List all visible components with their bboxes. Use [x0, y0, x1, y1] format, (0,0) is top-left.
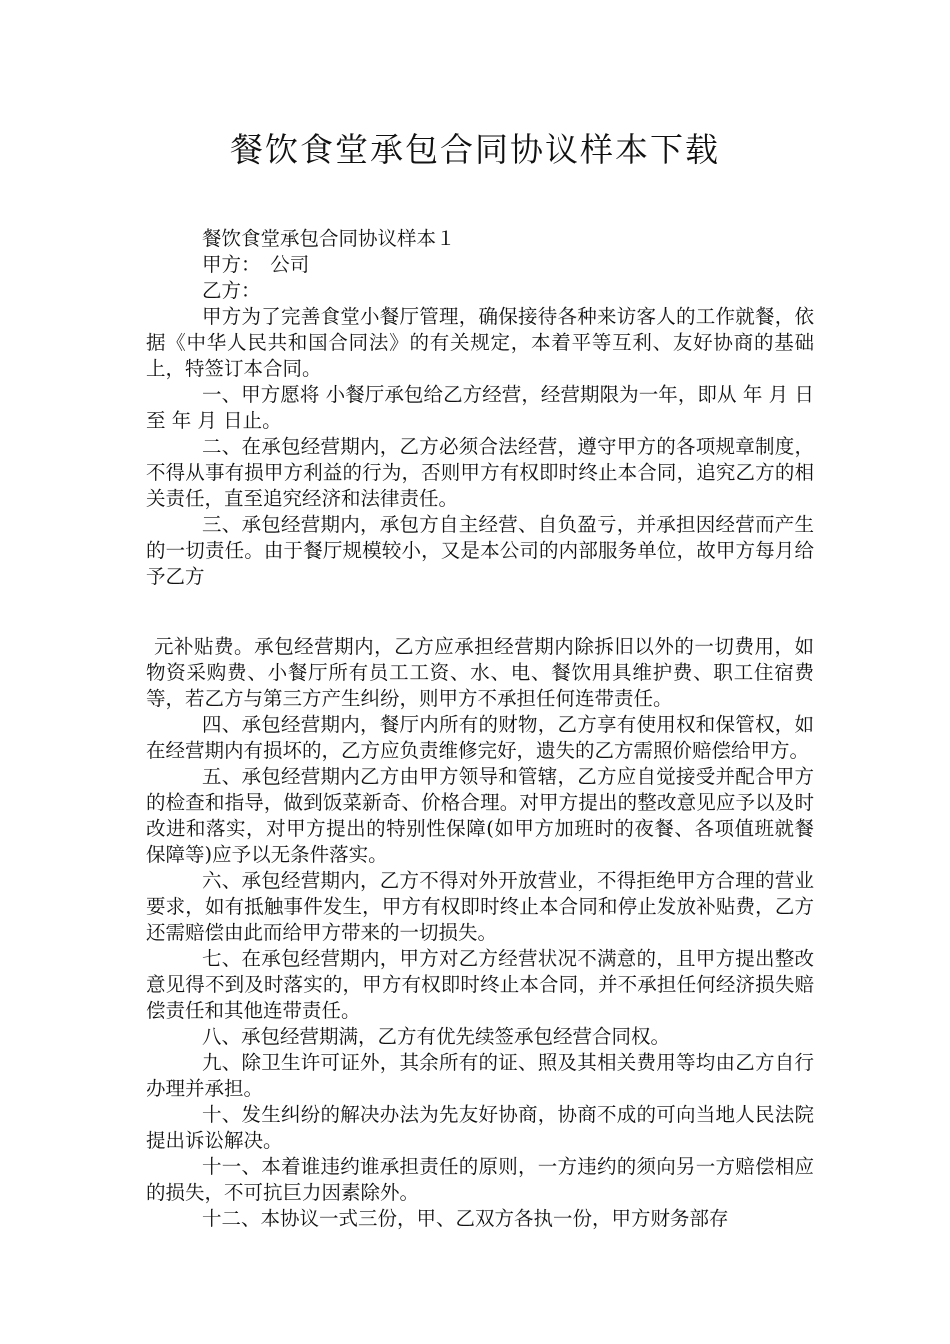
paragraph-clause-8: 八、承包经营期满，乙方有优先续签承包经营合同权。	[202, 1025, 671, 1048]
paragraph-clause-6: 六、承包经营期内，乙方不得对外开放营业，不得拒绝甲方合理的营业要求，如有抵触事件发生，甲方有权即时终止本合同和停止发放补贴费，乙方还需赔偿由此而给甲方带来的一切损失。	[146, 869, 814, 944]
paragraph-clause-7: 七、在承包经营期内，甲方对乙方经营状况不满意的，且甲方提出整改意见得不到及时落实的，甲方有权即时终止本合同，并不承担任何经济损失赔偿责任和其他连带责任。	[146, 947, 814, 1022]
paragraph-clause-1: 一、甲方愿将 小餐厅承包给乙方经营，经营期限为一年，即从 年 月 日至 年 月 日止。	[146, 383, 814, 432]
paragraph-party-a: 甲方： 公司	[202, 253, 310, 276]
paragraph-clause-10: 十、发生纠纷的解决办法为先友好协商，协商不成的可向当地人民法院提出诉讼解决。	[146, 1103, 814, 1152]
paragraph-clause-4: 四、承包经营期内，餐厅内所有的财物，乙方享有使用权和保管权，如在经营期内有损坏的，乙方应负责维修完好，遗失的乙方需照价赔偿给甲方。	[146, 713, 814, 762]
paragraph-clause-3-continued: 元补贴费。承包经营期内，乙方应承担经营期内除拆旧以外的一切费用，如物资采购费、小餐厅所有员工工资、水、电、餐饮用具维护费、职工住宿费等，若乙方与第三方产生纠纷，则甲方不承担任何连带责任。	[146, 635, 814, 710]
paragraph-clause-9: 九、除卫生许可证外，其余所有的证、照及其相关费用等均由乙方自行办理并承担。	[146, 1051, 814, 1100]
paragraph-clause-5: 五、承包经营期内乙方由甲方领导和管辖，乙方应自觉接受并配合甲方的检查和指导，做到饭菜新奇、价格合理。对甲方提出的整改意见应予以及时改进和落实，对甲方提出的特别性保障(如甲方加班时的夜餐、各项值班就餐保障等)应予以无条件落实。	[146, 765, 814, 866]
paragraph-preamble: 甲方为了完善食堂小餐厅管理，确保接待各种来访客人的工作就餐，依据《中华人民共和国合同法》的有关规定，本着平等互利、友好协商的基础上，特签订本合同。	[146, 305, 814, 380]
paragraph-clause-12: 十二、本协议一式三份，甲、乙双方各执一份，甲方财务部存	[202, 1207, 729, 1230]
document-body	[146, 226, 814, 1232]
paragraph-clause-2: 二、在承包经营期内，乙方必须合法经营，遵守甲方的各项规章制度，不得从事有损甲方利益的行为，否则甲方有权即时终止本合同，追究乙方的相关责任，直至追究经济和法律责任。	[146, 435, 814, 510]
paragraph-party-b: 乙方：	[202, 279, 261, 302]
paragraph-clause-11: 十一、本着谁违约谁承担责任的原则，一方违约的须向另一方赔偿相应的损失，不可抗巨力因素除外。	[146, 1155, 814, 1204]
paragraph-clause-3: 三、承包经营期内，承包方自主经营、自负盈亏，并承担因经营而产生的一切责任。由于餐厅规模较小，又是本公司的内部服务单位，故甲方每月给予乙方	[146, 513, 814, 588]
document-title: 餐饮食堂承包合同协议样本下载	[230, 130, 720, 169]
paragraph-gap	[146, 590, 814, 634]
paragraph-heading: 餐饮食堂承包合同协议样本１	[202, 227, 456, 250]
